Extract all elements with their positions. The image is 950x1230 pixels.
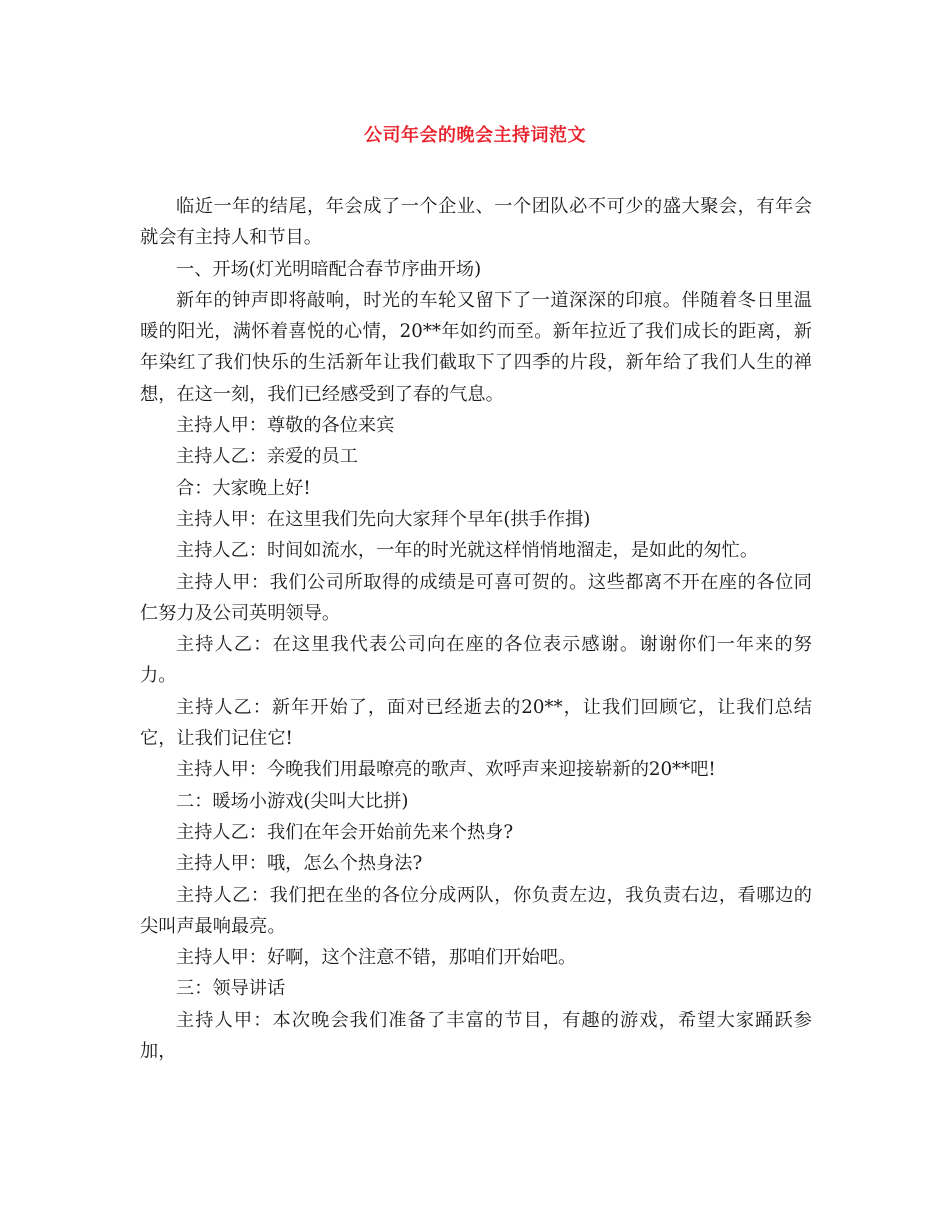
dialogue-line: 主持人甲：哦，怎么个热身法? xyxy=(176,853,423,875)
dialogue-line: 主持人甲：本次晚会我们准备了丰富的节目，有趣的游戏，希望大家踊跃参加， xyxy=(140,1009,812,1063)
dialogue-line: 主持人乙：新年开始了，面对已经逝去的20**，让我们回顾它，让我们总结它，让我们记住它! xyxy=(140,696,812,750)
dialogue-line: 主持人乙：亲爱的员工 xyxy=(176,446,358,468)
document-title: 公司年会的晚会主持词范文 xyxy=(364,125,586,146)
section-heading-opening: 一、开场(灯光明暗配合春节序曲开场) xyxy=(176,258,482,280)
section-heading-speech: 三：领导讲话 xyxy=(176,978,286,1000)
dialogue-line: 主持人甲：我们公司所取得的成绩是可喜可贺的。这些都离不开在座的各位同仁努力及公司英明领导。 xyxy=(140,571,812,624)
dialogue-line: 主持人乙：在这里我代表公司向在座的各位表示感谢。谢谢你们一年来的努力。 xyxy=(140,634,812,687)
document-body xyxy=(140,191,812,1067)
dialogue-line: 主持人乙：我们在年会开始前先来个热身? xyxy=(176,821,514,843)
dialogue-line: 主持人甲：尊敬的各位来宾 xyxy=(176,415,395,437)
dialogue-line: 主持人甲：今晚我们用最嘹亮的歌声、欢呼声来迎接崭新的20**吧! xyxy=(176,759,716,781)
dialogue-line: 合：大家晚上好! xyxy=(176,477,311,499)
paragraph-new-year: 新年的钟声即将敲响，时光的车轮又留下了一道深深的印痕。伴随着冬日里温暖的阳光，满怀着喜悦的心情，20**年如约而至。新年拉近了我们成长的距离，新年染红了我们快乐的生活新年让我们截取下了四季的片段，新年给了我们人生的禅想，在这一刻，我们已经感受到了春的气息。 xyxy=(140,289,812,405)
paragraph-intro: 临近一年的结尾，年会成了一个企业、一个团队必不可少的盛大聚会，有年会就会有主持人和节目。 xyxy=(140,196,812,249)
dialogue-line: 主持人乙：我们把在坐的各位分成两队，你负责左边，我负责右边，看哪边的尖叫声最响最亮。 xyxy=(140,884,812,937)
section-heading-warmup: 二：暖场小游戏(尖叫大比拼) xyxy=(176,790,409,812)
dialogue-line: 主持人甲：在这里我们先向大家拜个早年(拱手作揖) xyxy=(176,508,591,530)
dialogue-line: 主持人甲：好啊，这个注意不错，那咱们开始吧。 xyxy=(176,947,577,969)
dialogue-line: 主持人乙：时间如流水，一年的时光就这样悄悄地溜走，是如此的匆忙。 xyxy=(176,540,759,562)
